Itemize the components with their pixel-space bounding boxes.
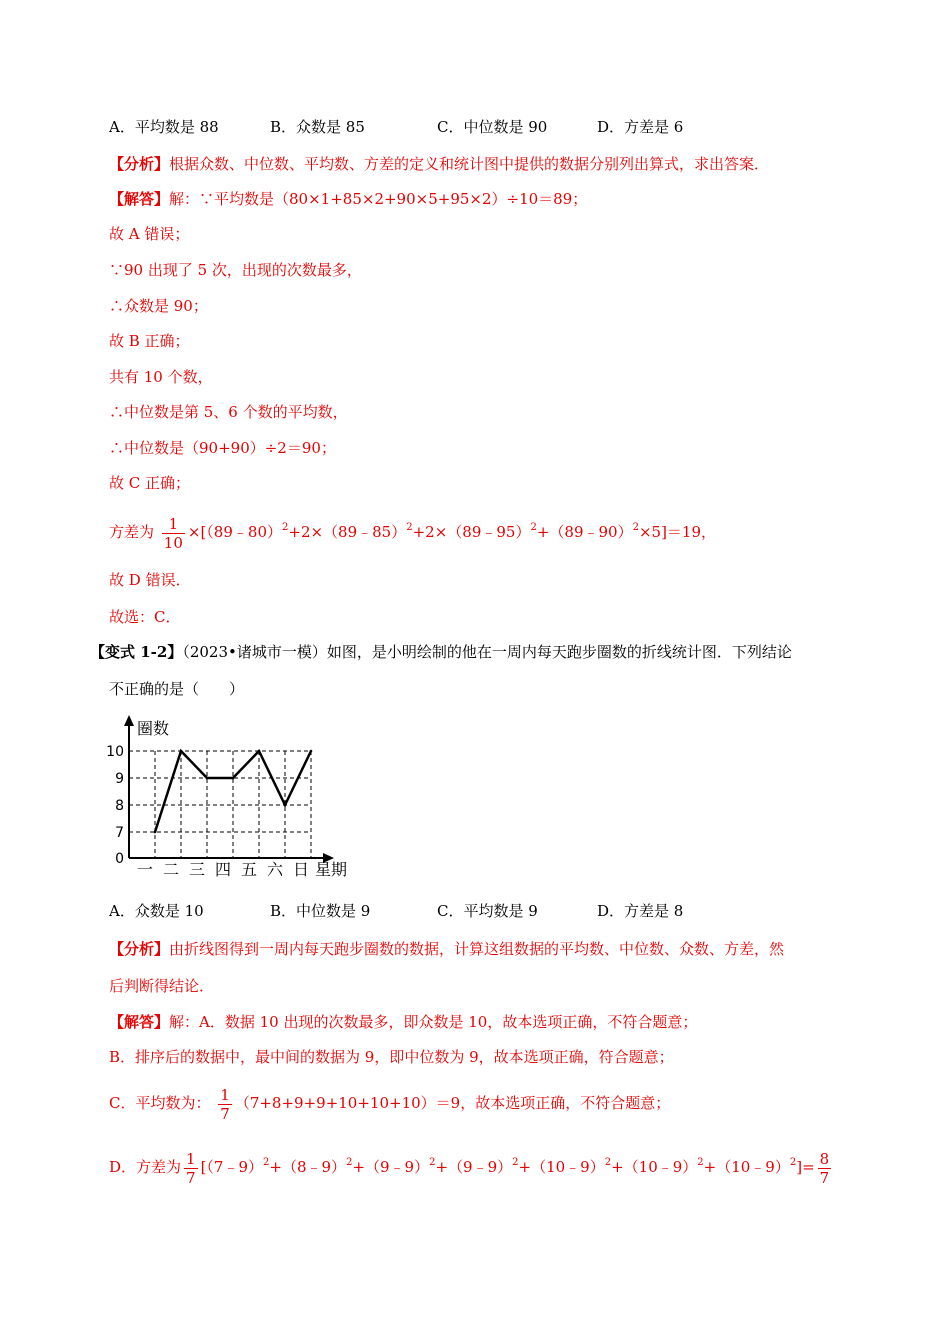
q1-solution [109,189,587,209]
q2-option-d: D．方差是 8 [597,902,684,920]
q2-stem-text: （2023•诸城市一模）如图，是小明绘制的他在一周内每天跑步圈数的折线统计图．下列结论 [182,643,792,661]
square-exponent: 2 [406,522,413,533]
square-exponent: 2 [697,1157,704,1168]
y-axis-arrow-icon [124,715,134,726]
q2-analysis [109,939,784,959]
y-tick-label: 0 [115,851,124,867]
d-term: +（9﹣9） [435,1158,513,1176]
d-term: [（7﹣9） [200,1158,264,1176]
q2-option-c: C．平均数是 9 [437,902,538,920]
q2-solution-c [109,1083,670,1123]
data-point [180,750,183,753]
d-term: +（10﹣9） [518,1158,605,1176]
q1-variance [109,508,716,552]
x-tick-label: 六 [266,860,284,879]
square-exponent: 2 [263,1157,270,1168]
q1-line: ∵90 出现了 5 次，出现的次数最多， [109,261,362,279]
y-tick-labels [106,744,124,867]
fraction-denominator: 10 [163,533,183,552]
square-exponent: 2 [632,522,639,533]
c-fraction [218,1086,232,1123]
q1-solution-label: 【解答】 [109,190,170,208]
q2-stem [90,642,792,662]
q1-line-choose: 故选：C． [109,608,181,626]
q1-line: 故 C 正确； [109,474,191,492]
d-term: +（10﹣9） [703,1158,790,1176]
q1-analysis-text: 根据众数、中位数、平均数、方差的定义和统计图中提供的数据分别列出算式，求出答案． [169,155,770,173]
y-tick-label: 10 [106,744,124,760]
c-rest: （7+8+9+9+10+10+10）＝9，故本选项正确，不符合题意； [234,1094,671,1112]
series-line [155,751,311,832]
fraction-numerator: 1 [220,1085,230,1104]
x-tick-label: 二 [162,860,180,879]
x-tick-label: 五 [240,860,258,879]
q1-line: ∴中位数是（90+90）÷2＝90； [109,439,336,457]
q1-line: 故 B 正确； [109,332,190,350]
q2-solution [109,1012,697,1032]
variance-fraction [162,515,185,552]
data-point [154,831,157,834]
variance-term: +（89﹣90） [536,523,633,541]
q1-line: 共有 10 个数， [109,368,213,386]
variance-term: ×5]＝19， [638,523,717,541]
square-exponent: 2 [282,522,289,533]
x-axis-label: 星期 [315,860,348,879]
q1-analysis [109,154,769,174]
y-tick-label: 9 [115,771,124,787]
fraction-denominator: 7 [819,1168,830,1187]
x-tick-label: 四 [214,860,232,879]
d-fraction [184,1150,198,1187]
square-exponent: 2 [346,1157,353,1168]
y-axis-label: 圈数 [137,719,170,738]
variance-term: +2×（89﹣85） [288,523,407,541]
fraction-numerator: 1 [162,515,185,534]
square-exponent: 2 [530,522,537,533]
q1-line: ∴众数是 90； [109,297,208,315]
data-point [284,804,287,807]
q2-stem-2: 不正确的是（ ） [109,680,245,698]
fraction-denominator: 7 [220,1104,230,1123]
q1-option-d: D．方差是 6 [597,118,684,136]
variance-term: ×[（89﹣80） [187,523,282,541]
fraction-denominator: 7 [186,1168,196,1187]
data-point [206,777,209,780]
data-point [310,750,313,753]
x-tick-label: 日 [292,860,310,879]
square-exponent: 2 [604,1157,612,1168]
fraction-numerator: 8 [819,1149,830,1168]
q1-line: 故 A 错误； [109,225,190,243]
square-exponent: 2 [429,1157,436,1168]
q2-option-b: B．中位数是 9 [270,902,371,920]
q2-tag: 【变式 1-2】 [90,643,183,661]
d-result-fraction [818,1150,832,1187]
data-point [258,750,261,753]
variance-term: +2×（89﹣95） [412,523,531,541]
y-tick-label: 7 [115,825,124,841]
line-chart [108,712,368,882]
q1-option-a: A．平均数是 88 [109,118,219,136]
q2-option-a: A．众数是 10 [109,902,204,920]
d-term: +（10﹣9） [611,1158,698,1176]
d-term: +（8﹣9） [269,1158,347,1176]
fraction-numerator: 1 [186,1149,196,1168]
q2-solution-a: 解：A．数据 10 出现的次数最多，即众数是 10，故本选项正确，不符合题意； [169,1013,698,1031]
square-exponent: 2 [789,1157,797,1168]
q2-solution-b: B．排序后的数据中，最中间的数据为 9，即中位数为 9，故本选项正确，符合题意； [109,1048,674,1066]
d-term: +（9﹣9） [352,1158,430,1176]
q1-line-d: 故 D 错误． [109,571,191,589]
q2-analysis-label: 【分析】 [109,940,170,958]
x-tick-labels [137,860,309,879]
d-close: ]= [796,1158,815,1176]
q1-solution-text: 解：∵平均数是（80×1+85×2+90×5+95×2）÷10＝89； [169,190,588,208]
q2-analysis-text: 由折线图得到一周内每天跑步圈数的数据，计算这组数据的平均数、中位数、众数、方差，然 [169,940,785,958]
square-exponent: 2 [512,1157,519,1168]
q2-analysis-2: 后判断得结论． [109,977,215,995]
c-prefix: C．平均数为： [109,1094,211,1112]
q2-solution-label: 【解答】 [109,1013,170,1031]
q1-option-c: C．中位数是 90 [437,118,548,136]
variance-prefix: 方差为 [109,523,155,541]
q1-line: ∴中位数是第 5、6 个数的平均数， [109,403,348,421]
data-point [232,777,235,780]
y-tick-label: 8 [115,798,124,814]
x-tick-label: 一 [136,860,154,879]
q2-solution-d [109,1143,834,1187]
q1-option-b: B．众数是 85 [270,118,365,136]
x-tick-label: 三 [188,860,206,879]
d-prefix: D．方差为 [109,1158,182,1176]
q1-analysis-label: 【分析】 [109,155,170,173]
